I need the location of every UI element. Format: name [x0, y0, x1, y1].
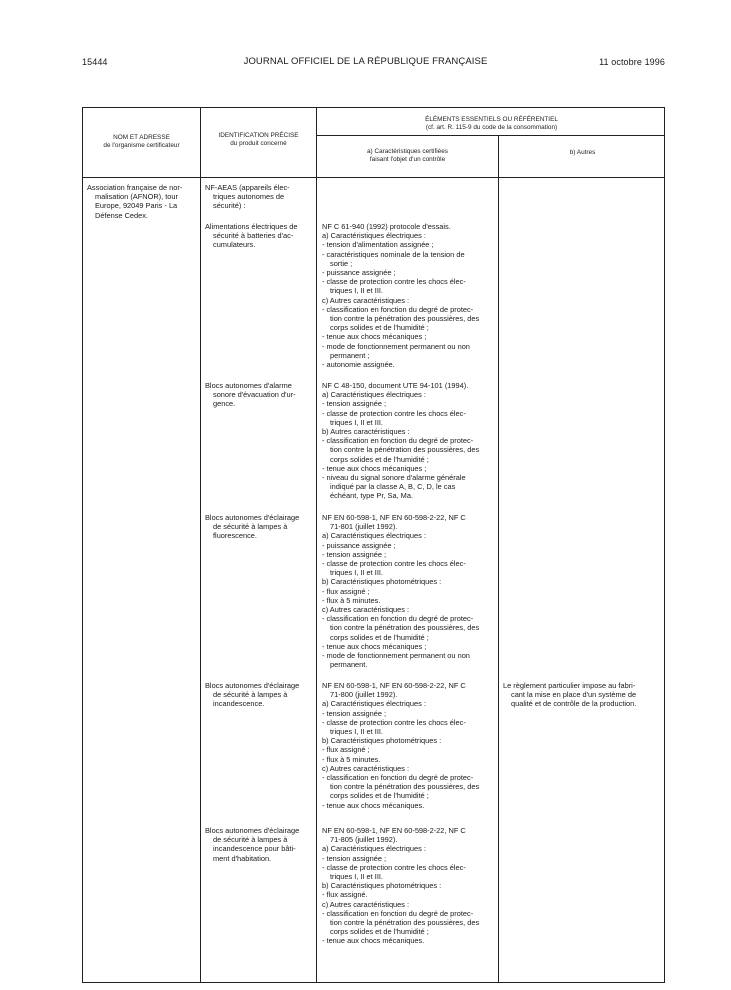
col-divider	[200, 108, 201, 982]
criteria-row-5: NF EN 60-598-1, NF EN 60-598-2-22, NF C 71-805 (juillet 1992). a) Caractéristiques électriques : - tension assignée ; - classe de protection contre les chocs élec- triques I, II et III. b) Caractéristiques photométriques : - flux assigné. c) Autres caractéristiques : - classification en fonction du degré de protec- tion contre la pénétration des poussières, des corps solides et de l'humidité ; - tenue aux chocs mécaniques.	[322, 826, 480, 946]
product-row-2: Blocs autonomes d'alarme sonore d'évacuation d'ur- gence.	[205, 381, 296, 409]
certification-table	[82, 107, 665, 983]
product-row-1: Alimentations électriques de sécurité à batteries d'ac- cumulateurs.	[205, 222, 298, 250]
organisme-address: Association française de nor- malisation (AFNOR), tour Europe, 92049 Paris - La Défense Cedex.	[87, 183, 183, 220]
product-row-3: Blocs autonomes d'éclairage de sécurité à lampes à fluorescence.	[205, 513, 300, 541]
col-header-autres: b) Autres	[569, 149, 596, 156]
criteria-row-1: NF C 61-940 (1992) protocole d'essais. a) Caractéristiques électriques : - tension d'alimentation assignée ; - caractéristiques nominale de la tension de sortie ; - puissance assignée ; - classe de protection contre les chocs élec- triques I, II et III. c) Autres caractéristiques : - classification en fonction du degré de protec- tion contre la pénétration des poussières, des corps solides et de l'humidité ; - tenue aux chocs mécaniques ; - mode de fonctionnement permanent ou non permanent ; - autonomie assignée.	[322, 222, 480, 370]
criteria-row-4: NF EN 60-598-1, NF EN 60-598-2-22, NF C 71-800 (juillet 1992). a) Caractéristiques électriques : - tension assignée ; - classe de protection contre les chocs élec- triques I, II et III. b) Caractéristiques photométriques : - flux assigné ; - flux à 5 minutes. c) Autres caractéristiques : - classification en fonction du degré de protec- tion contre la pénétration des poussières, des corps solides et de l'humidité ; - tenue aux chocs mécaniques.	[322, 681, 480, 810]
autres-row-4: Le règlement particulier impose au fabri- cant la mise en place d'un système de qualité et de contrôle de la production.	[503, 681, 637, 709]
criteria-row-2: NF C 48-150, document UTE 94-101 (1994). a) Caractéristiques électriques : - tension assignée ; - classe de protection contre les chocs élec- triques I, II et III. b) Autres caractéristiques : - classification en fonction du degré de protec- tion contre la pénétration des poussières, des corps solides et de l'humidité ; - tenue aux chocs mécaniques ; - niveau du signal sonore d'alarme générale indiqué par la classe A, B, C, D, le cas échéant, type Pr, Sa, Ma.	[322, 381, 480, 501]
col-header-group: ÉLÉMENTS ESSENTIELS OU RÉFÉRENTIEL (cf. art. R. 115-9 du code de la consommation)	[425, 116, 558, 131]
product-row-5: Blocs autonomes d'éclairage de sécurité à lampes à incandescence pour bâti- ment d'habitation.	[205, 826, 300, 863]
header-divider	[83, 177, 664, 178]
product-family: NF-AEAS (appareils élec- triques autonomes de sécurité) :	[205, 183, 290, 211]
col-header-produit: IDENTIFICATION PRÉCISE du produit concerné	[218, 132, 299, 147]
issue-date: 11 octobre 1996	[599, 57, 665, 67]
journal-title: JOURNAL OFFICIEL DE LA RÉPUBLIQUE FRANÇAISE	[243, 56, 488, 67]
criteria-row-3: NF EN 60-598-1, NF EN 60-598-2-22, NF C 71-801 (juillet 1992). a) Caractéristiques électriques : - puissance assignée ; - tension assignée ; - classe de protection contre les chocs élec- triques I, II et III. b) Caractéristiques photométriques : - flux assigné ; - flux à 5 minutes. c) Autres caractéristiques : - classification en fonction du degré de protec- tion contre la pénétration des poussières, des corps solides et de l'humidité ; - tenue aux chocs mécaniques ; - mode de fonctionnement permanent ou non permanent.	[322, 513, 480, 670]
page-number: 15444	[82, 57, 108, 67]
product-row-4: Blocs autonomes d'éclairage de sécurité à lampes à incandescence.	[205, 681, 300, 709]
col-header-caracteristiques: a) Caractéristiques certifiées faisant l'objet d'un contrôle	[367, 148, 448, 163]
header-group-divider	[316, 135, 664, 136]
col-divider	[498, 135, 499, 982]
col-header-organisme: NOM ET ADRESSE de l'organisme certificateur	[103, 134, 180, 149]
col-divider	[316, 108, 317, 982]
